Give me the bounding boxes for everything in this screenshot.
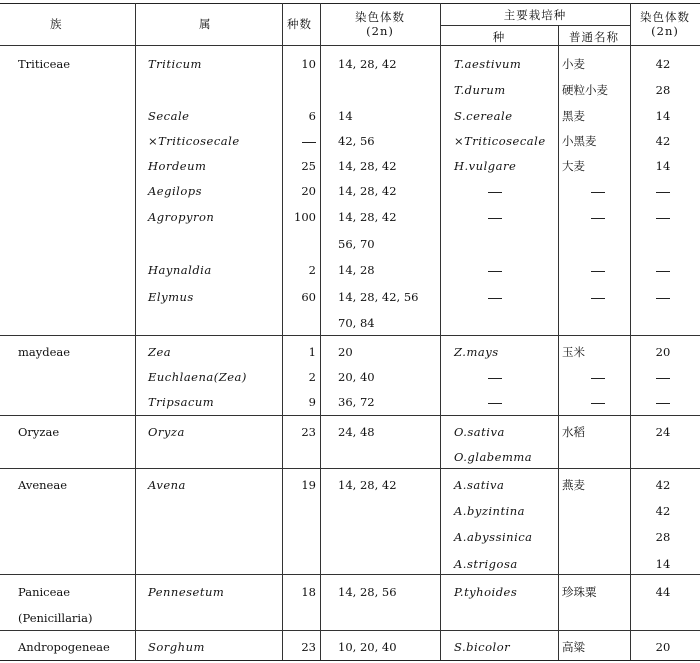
cell-species-count: 25	[301, 159, 316, 173]
cell-cultivated-species	[488, 290, 502, 304]
cell-species-count: 9	[308, 395, 316, 409]
cell-chromosome-number: 14	[338, 109, 353, 123]
cell-species-count: 10	[301, 57, 316, 71]
cell-cultivated-species	[488, 370, 502, 384]
header-chromosome: 染色体数	[355, 10, 405, 24]
group-divider	[0, 335, 700, 336]
cell-chromosome-number: 14, 28, 56	[338, 585, 397, 599]
cell-species-count: 19	[301, 478, 316, 492]
cell-chromosome-number: 14, 28, 42	[338, 478, 397, 492]
cell-cultivated-species: A.sativa	[454, 478, 505, 492]
header-main-cultivated: 主要栽培种	[503, 8, 567, 22]
cell-cultivated-chromosome	[645, 263, 681, 277]
cell-cultivated-chromosome: 42	[655, 134, 671, 148]
cell-species-count: 2	[308, 370, 316, 384]
cell-species-count: 20	[301, 184, 316, 198]
column-rule	[558, 25, 559, 660]
cell-genus: Elymus	[148, 290, 194, 304]
cell-species-count: 60	[301, 290, 316, 304]
cell-chromosome-number: 14, 28, 42	[338, 159, 397, 173]
cell-genus: Euchlaena(Zea)	[148, 370, 247, 384]
cell-cultivated-chromosome: 28	[655, 530, 671, 544]
column-rule	[630, 3, 631, 660]
cell-genus: Sorghum	[148, 640, 205, 654]
cell-common-name: 高粱	[562, 640, 585, 654]
header-common-name: 普通名称	[569, 30, 619, 44]
cell-species-count: 18	[301, 585, 316, 599]
cell-chromosome-number: 24, 48	[338, 425, 375, 439]
cell-species-count: 6	[308, 109, 316, 123]
cell-common-name: 黑麦	[562, 109, 585, 123]
cell-cultivated-chromosome: 44	[655, 585, 671, 599]
header-genus: 属	[199, 17, 212, 31]
cell-cultivated-chromosome: 42	[655, 57, 671, 71]
cell-tribe: Triticeae	[18, 57, 71, 71]
cell-genus: Avena	[148, 478, 186, 492]
cell-common-name: 小麦	[562, 57, 585, 71]
cell-cultivated-chromosome	[645, 370, 681, 384]
cell-cultivated-species: ×Triticosecale	[454, 134, 546, 148]
cell-genus: Aegilops	[148, 184, 203, 198]
cell-species-count: 23	[301, 640, 316, 654]
cell-cultivated-chromosome: 42	[655, 504, 671, 518]
subheader-rule	[440, 25, 630, 26]
cell-common-name: 大麦	[562, 159, 585, 173]
cell-cultivated-species: S.cereale	[454, 109, 513, 123]
cell-cultivated-chromosome	[645, 290, 681, 304]
group-divider	[0, 630, 700, 631]
cell-chromosome-number: 56, 70	[338, 237, 375, 251]
cell-chromosome-number: 14, 28, 42, 56	[338, 290, 419, 304]
table-top-rule	[0, 3, 700, 4]
cell-cultivated-chromosome	[645, 395, 681, 409]
group-divider	[0, 574, 700, 575]
cell-genus: Triticum	[148, 57, 202, 71]
header-cultivated-chromosome: 染色体数	[640, 10, 690, 24]
cell-chromosome-number: 42, 56	[338, 134, 375, 148]
cell-tribe: Paniceae	[18, 585, 71, 599]
cell-chromosome-number: 14, 28, 42	[338, 210, 397, 224]
cell-genus: Pennesetum	[148, 585, 225, 599]
cell-cultivated-species: O.sativa	[454, 425, 505, 439]
cell-chromosome-number: 14, 28	[338, 263, 375, 277]
cell-tribe: Aveneae	[18, 478, 68, 492]
cell-common-name: 燕麦	[562, 478, 585, 492]
cell-cultivated-species: O.glabemma	[454, 450, 533, 464]
cell-cultivated-species	[488, 263, 502, 277]
cell-cultivated-species: T.durum	[454, 83, 506, 97]
cell-genus: Haynaldia	[148, 263, 212, 277]
cell-cultivated-chromosome: 28	[655, 83, 671, 97]
cell-species-count	[284, 134, 316, 148]
cell-cultivated-species	[488, 210, 502, 224]
cell-common-name: 珍珠粟	[562, 585, 597, 599]
column-rule	[282, 3, 283, 660]
header-species: 种	[492, 30, 506, 44]
cell-chromosome-number: 14, 28, 42	[338, 184, 397, 198]
cell-chromosome-number: 70, 84	[338, 316, 375, 330]
cell-cultivated-chromosome: 20	[655, 345, 671, 359]
cell-tribe: (Penicillaria)	[18, 611, 93, 625]
cell-species-count: 2	[308, 263, 316, 277]
cell-cultivated-chromosome: 14	[655, 109, 671, 123]
cell-genus: Zea	[148, 345, 172, 359]
cell-common-name	[591, 395, 605, 409]
cell-cultivated-species: S.bicolor	[454, 640, 511, 654]
header-species-count: 种数	[287, 17, 312, 31]
cell-common-name	[591, 184, 605, 198]
cell-genus: Oryza	[148, 425, 185, 439]
cell-chromosome-number: 20, 40	[338, 370, 375, 384]
header-chromosome-2n: (2n)	[366, 24, 394, 38]
column-rule	[320, 3, 321, 660]
table-bottom-rule	[0, 660, 700, 661]
cell-chromosome-number: 14, 28, 42	[338, 57, 397, 71]
cell-cultivated-chromosome	[645, 210, 681, 224]
cell-tribe: Oryzae	[18, 425, 60, 439]
cell-genus: Agropyron	[148, 210, 215, 224]
cell-genus: Secale	[148, 109, 190, 123]
header-tribe: 族	[50, 17, 63, 31]
cell-tribe: Andropogeneae	[18, 640, 110, 654]
cell-genus: Tripsacum	[148, 395, 215, 409]
cell-cultivated-chromosome: 14	[655, 557, 671, 571]
cell-common-name: 玉米	[562, 345, 585, 359]
cell-cultivated-species	[488, 184, 502, 198]
column-rule	[440, 3, 441, 660]
cell-common-name	[591, 263, 605, 277]
cell-cultivated-chromosome: 14	[655, 159, 671, 173]
cell-common-name: 硬粒小麦	[562, 83, 608, 97]
cell-cultivated-chromosome	[645, 184, 681, 198]
cell-cultivated-species: P.tyhoides	[454, 585, 518, 599]
cell-cultivated-species: Z.mays	[454, 345, 499, 359]
cell-chromosome-number: 20	[338, 345, 353, 359]
cell-cultivated-species: A.abyssinica	[454, 530, 533, 544]
cell-cultivated-chromosome: 42	[655, 478, 671, 492]
cell-cultivated-species: A.strigosa	[454, 557, 518, 571]
cell-genus: ×Triticosecale	[148, 134, 240, 148]
cell-cultivated-species	[488, 395, 502, 409]
cell-cultivated-species: A.byzintina	[454, 504, 526, 518]
cell-species-count: 23	[301, 425, 316, 439]
cell-common-name: 水稻	[562, 425, 585, 439]
cell-chromosome-number: 36, 72	[338, 395, 375, 409]
header-bottom-rule	[0, 45, 700, 46]
header-cultivated-chromosome-2n: (2n)	[651, 24, 679, 38]
cell-chromosome-number: 10, 20, 40	[338, 640, 397, 654]
cell-common-name	[591, 210, 605, 224]
cell-tribe: maydeae	[18, 345, 71, 359]
cell-genus: Hordeum	[148, 159, 207, 173]
cell-cultivated-chromosome: 20	[655, 640, 671, 654]
column-rule	[135, 3, 136, 660]
cell-cultivated-chromosome: 24	[655, 425, 671, 439]
cell-common-name	[591, 290, 605, 304]
cell-common-name: 小黑麦	[562, 134, 597, 148]
cell-species-count: 1	[308, 345, 316, 359]
group-divider	[0, 468, 700, 469]
group-divider	[0, 415, 700, 416]
cell-cultivated-species: H.vulgare	[454, 159, 517, 173]
cell-cultivated-species: T.aestivum	[454, 57, 522, 71]
cell-common-name	[591, 370, 605, 384]
cell-species-count: 100	[294, 210, 316, 224]
